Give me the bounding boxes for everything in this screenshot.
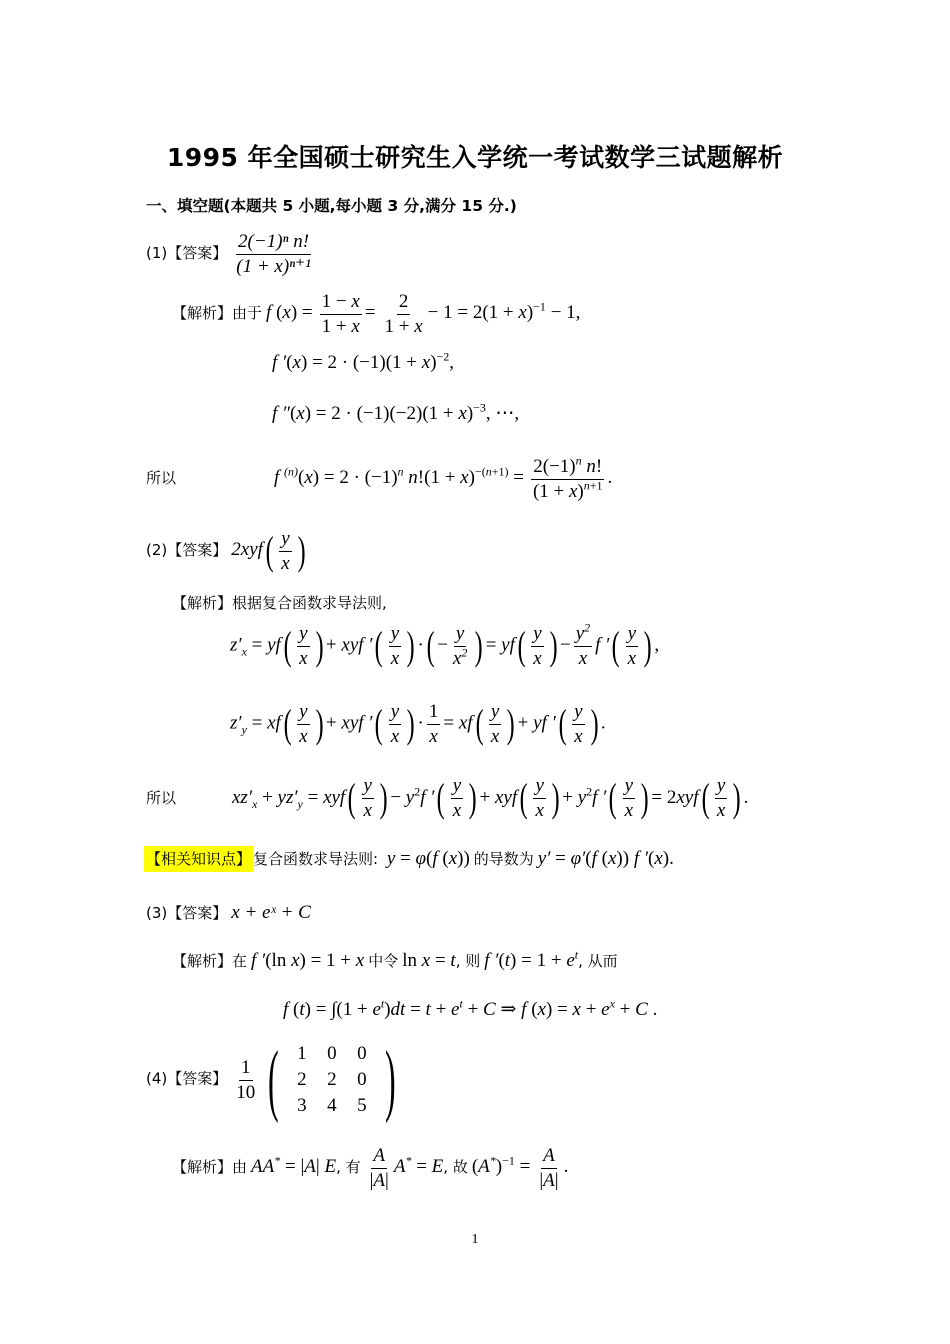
related-formula-y: y = φ(f (x)) [382, 848, 470, 869]
analysis-label: 【解析】 [172, 594, 233, 612]
q3-answer: x + eˣ + C [231, 902, 311, 923]
q1-conclusion-line: 所以 f $^{(n)}(x) = 2 \cdot (-1)^n$ $n!(1 + x)^{-(n+1)}$ = $\frac{2(-1)^n n!}{(1 + x)^{n+1}}$ . [146, 453, 613, 502]
q1-analysis-line1: 【解析】由于 f (x) = $\frac{1 - x}{1 + x}$ = $\frac{2}{1 + x}$ − $1 = 2(1 + x)^{-1} - 1$, [172, 291, 581, 337]
section-heading: 一、填空题(本题共 5 小题,每小题 3 分,满分 15 分.) [146, 197, 517, 215]
q1-answer-denominator: (1 + x)ⁿ⁺¹ [236, 255, 311, 277]
answer-label: 【答案】 [167, 904, 228, 922]
q2-answer-line: (2)【答案】 2xyf( $\frac{y}{x}$ ) [146, 528, 306, 574]
q4-answer-line: (4)【答案】 $\frac{1}{10}$ ( 1 0 0 2 2 0 3 4 5 ) [146, 1036, 396, 1124]
q1-number: (1) [146, 243, 168, 262]
q2-analysis-line [172, 592, 387, 613]
analysis-label: 【解析】 [172, 1157, 233, 1176]
q1-answer-numerator: 2(−1)ⁿ n! [236, 230, 311, 255]
q2-formula-result: $xz'_x + yz'_y = xyf$( $\frac{y}{x}$ ) − $y^2f$ ′( $\frac{y}{x}$ ) + xyf( $\frac{y}{x}$ ) + $y^2f$ ′( $\frac{y}{x}$ ) = 2xyf( $\frac{y}{x}$ ) . [232, 775, 749, 821]
q3-text-mid: 中令 [368, 952, 399, 970]
q4-text-by: 由 [232, 1157, 248, 1176]
q1-result-fraction: $\frac{2(-1)^n n!}{(1 + x)^{n+1}}$ [532, 453, 603, 502]
q2-analysis-text: 根据复合函数求导法则, [232, 594, 387, 612]
related-formula-yprime: y′ = φ′(f (x)) f ′(x). [537, 848, 674, 869]
q1-formula-fx: f (x) = [266, 301, 313, 323]
answer-label: 【答案】 [167, 1069, 228, 1088]
q3-text-from: , 从而 [578, 952, 618, 970]
page-title: 1995 年全国硕士研究生入学统一考试数学三试题解析 [166, 143, 784, 172]
matrix-cell: 2 [297, 1069, 307, 1090]
q4-scalar-numerator: 1 [239, 1056, 253, 1081]
q1-answer-fraction [234, 230, 313, 279]
analysis-label: 【解析】 [172, 303, 233, 322]
therefore-label: 所以 [146, 788, 177, 807]
q3-text-then: , 则 [455, 952, 481, 970]
matrix-cell: 2 [327, 1069, 337, 1090]
q4-scalar-denominator: 10 [236, 1081, 256, 1103]
q3-answer-line [146, 902, 311, 924]
therefore-label: 所以 [146, 468, 177, 487]
q4-text-have: , 有 [336, 1157, 361, 1176]
answer-label: 【答案】 [167, 540, 228, 559]
related-label: 【相关知识点】 [144, 846, 253, 872]
matrix-cell: 4 [327, 1095, 337, 1116]
q1-formula-fprime: f $'(x) = 2 \cdot (-1)(1 + x)^{-2}$, [272, 349, 455, 373]
analysis-label: 【解析】 [172, 952, 233, 970]
q2-formula-zx: $z'_x = yf$( $\frac{y}{x}$ ) + xyf ′( $\frac{y}{x}$ ) ·( − $\frac{y}{x^2}$ ) = yf( $\frac{y}{x}$ ) − $\frac{y^2}{x}$ f ′( $\frac{y}{x}$ ) , [230, 620, 660, 669]
q3-analysis-line: 【解析】在 f ′(ln x) = 1 + x 中令 ln x = t, 则 f $'(t) = 1 + e^t$, 从而 [172, 947, 618, 971]
q4-analysis-line: 【解析】由 AA* = |A| E, 有 $\frac{A}{|A|}$ A* = E, 故 $(A^*)^{-1}$ = $\frac{A}{|A|}$ . [172, 1145, 569, 1191]
page-number: 1 [471, 1232, 479, 1247]
q2-answer: 2xyf [231, 538, 263, 560]
q1-formula-fdoubleprime: f $''(x) = 2 \cdot (-1)(-2)(1 + x)^{-3}$, ⋯, [272, 400, 520, 424]
q4-matrix [287, 1043, 377, 1117]
q3-text-in: 在 [232, 952, 248, 970]
q1-fraction-b: $\frac{2}{1 + x}$ [384, 291, 423, 337]
q1-fraction-a: $\frac{1 - x}{1 + x}$ [321, 291, 360, 337]
matrix-cell: 3 [297, 1095, 307, 1116]
q1-formula-fn: f $^{(n)}(x) = 2 \cdot (-1)^n$ $n!(1 + x)^{-(n+1)}$ = [274, 464, 524, 488]
q4-text-so: , 故 [443, 1157, 468, 1176]
matrix-cell: 0 [357, 1043, 367, 1064]
q2-conclusion-line [146, 774, 748, 823]
matrix-cell: 0 [327, 1043, 337, 1064]
matrix-cell: 1 [297, 1043, 307, 1064]
q3-formula-integral: f $(t) = \int(1 + e^t)dt = t + e^t + C$ ⇒ f $(x) = x + e^x + C$ . [283, 996, 658, 1020]
related-text: 复合函数求导法则: [253, 850, 379, 868]
q4-scalar-fraction [234, 1056, 257, 1105]
q3-number: (3) [146, 904, 168, 922]
q2-number: (2) [146, 540, 168, 559]
q2-formula-zy: $z'_y = xf$( $\frac{y}{x}$ ) + xyf ′( $\frac{y}{x}$ ) · $\frac{1}{x}$ = xf( $\frac{y}{x}$ ) + yf ′( $\frac{y}{x}$ ) . [230, 701, 606, 747]
q1-answer-line [146, 230, 316, 279]
matrix-cell: 0 [357, 1069, 367, 1090]
answer-label: 【答案】 [167, 243, 228, 262]
related-knowledge-line [144, 848, 674, 870]
matrix-cell: 5 [357, 1095, 367, 1116]
q1-analysis-text: 由于 [232, 303, 263, 322]
q4-number: (4) [146, 1069, 168, 1088]
related-mid-text: 的导数为 [473, 850, 534, 868]
